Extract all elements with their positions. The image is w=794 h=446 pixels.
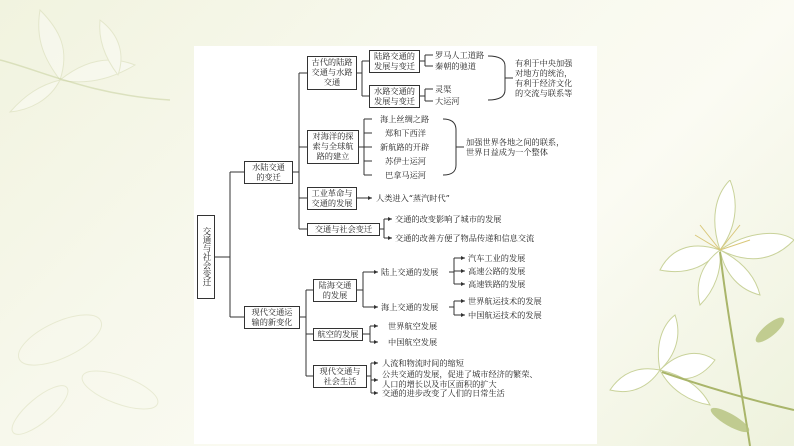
root-node: 交通与社会变迁 — [197, 215, 215, 299]
item-high-speed-rail: 高速铁路的发展 — [468, 279, 526, 289]
item-grand-canal: 大运河 — [435, 96, 460, 106]
level1-node-modern-transport: 现代交通运 输的新变化 — [244, 306, 300, 329]
item-time-shortened: 人流和物流时间的缩短 — [382, 358, 464, 368]
item-city-development: 交通的改变影响了城市的发展 — [395, 214, 502, 224]
node-sea-transport-development: 海上交通的发展 — [381, 302, 439, 312]
item-world-shipping-tech: 世界航运技术的发展 — [468, 296, 542, 306]
item-qin-roads: 秦朝的驰道 — [435, 61, 476, 71]
result-ocean-exploration: 加强世界各地之间的联系， 世界日益成为一个整体 — [466, 137, 565, 157]
item-daily-life-changed: 交通的进步改变了人们的日常生活 — [382, 388, 505, 398]
item-panama-canal: 巴拿马运河 — [385, 170, 426, 180]
node-water-route-development: 水路交通的 发展与变迁 — [369, 85, 420, 108]
item-zheng-he: 郑和下西洋 — [385, 128, 426, 138]
item-highways: 高速公路的发展 — [468, 266, 526, 276]
item-maritime-silk-road: 海上丝绸之路 — [380, 114, 430, 124]
item-world-aviation: 世界航空发展 — [388, 321, 438, 331]
item-public-transport: 公共交通的发展，促进了城市经济的繁荣、 人口的增长以及市区面积的扩大 — [382, 369, 538, 389]
node-land-transport-development: 陆上交通的发展 — [381, 267, 439, 277]
item-china-shipping-tech: 中国航运技术的发展 — [468, 310, 542, 320]
node-aviation-development: 航空的发展 — [313, 328, 363, 341]
item-new-sea-route: 新航路的开辟 — [380, 142, 430, 152]
item-suez-canal: 苏伊士运河 — [385, 156, 426, 166]
node-industrial-revolution: 工业革命与 交通的发展 — [307, 187, 357, 210]
item-china-aviation: 中国航空发展 — [388, 337, 438, 347]
level1-node-water-land-transport: 水陆交通 的变迁 — [244, 161, 293, 184]
item-goods-and-information: 交通的改善方便了物品传递和信息交流 — [395, 233, 535, 243]
item-lingqu: 灵渠 — [435, 84, 452, 94]
result-ancient-transport: 有利于中央加强 对地方的统治， 有利于经济文化 的交流与联系等 — [515, 58, 573, 98]
node-ocean-exploration: 对海洋的探 索与全球航 路的建立 — [307, 130, 359, 164]
node-transport-and-society: 交通与社会变迁 — [307, 223, 380, 236]
item-steam-age: 人类进入“蒸汽时代” — [376, 193, 450, 203]
node-ancient-transport: 古代的陆路 交通与水路 交通 — [307, 56, 357, 90]
node-modern-transport-and-life: 现代交通与 社会生活 — [313, 365, 367, 388]
item-roman-roads: 罗马人工道路 — [435, 50, 485, 60]
node-land-route-development: 陆路交通的 发展与变迁 — [369, 50, 420, 73]
node-land-sea-development: 陆海交通 的发展 — [313, 279, 357, 302]
item-auto-industry: 汽车工业的发展 — [468, 253, 526, 263]
